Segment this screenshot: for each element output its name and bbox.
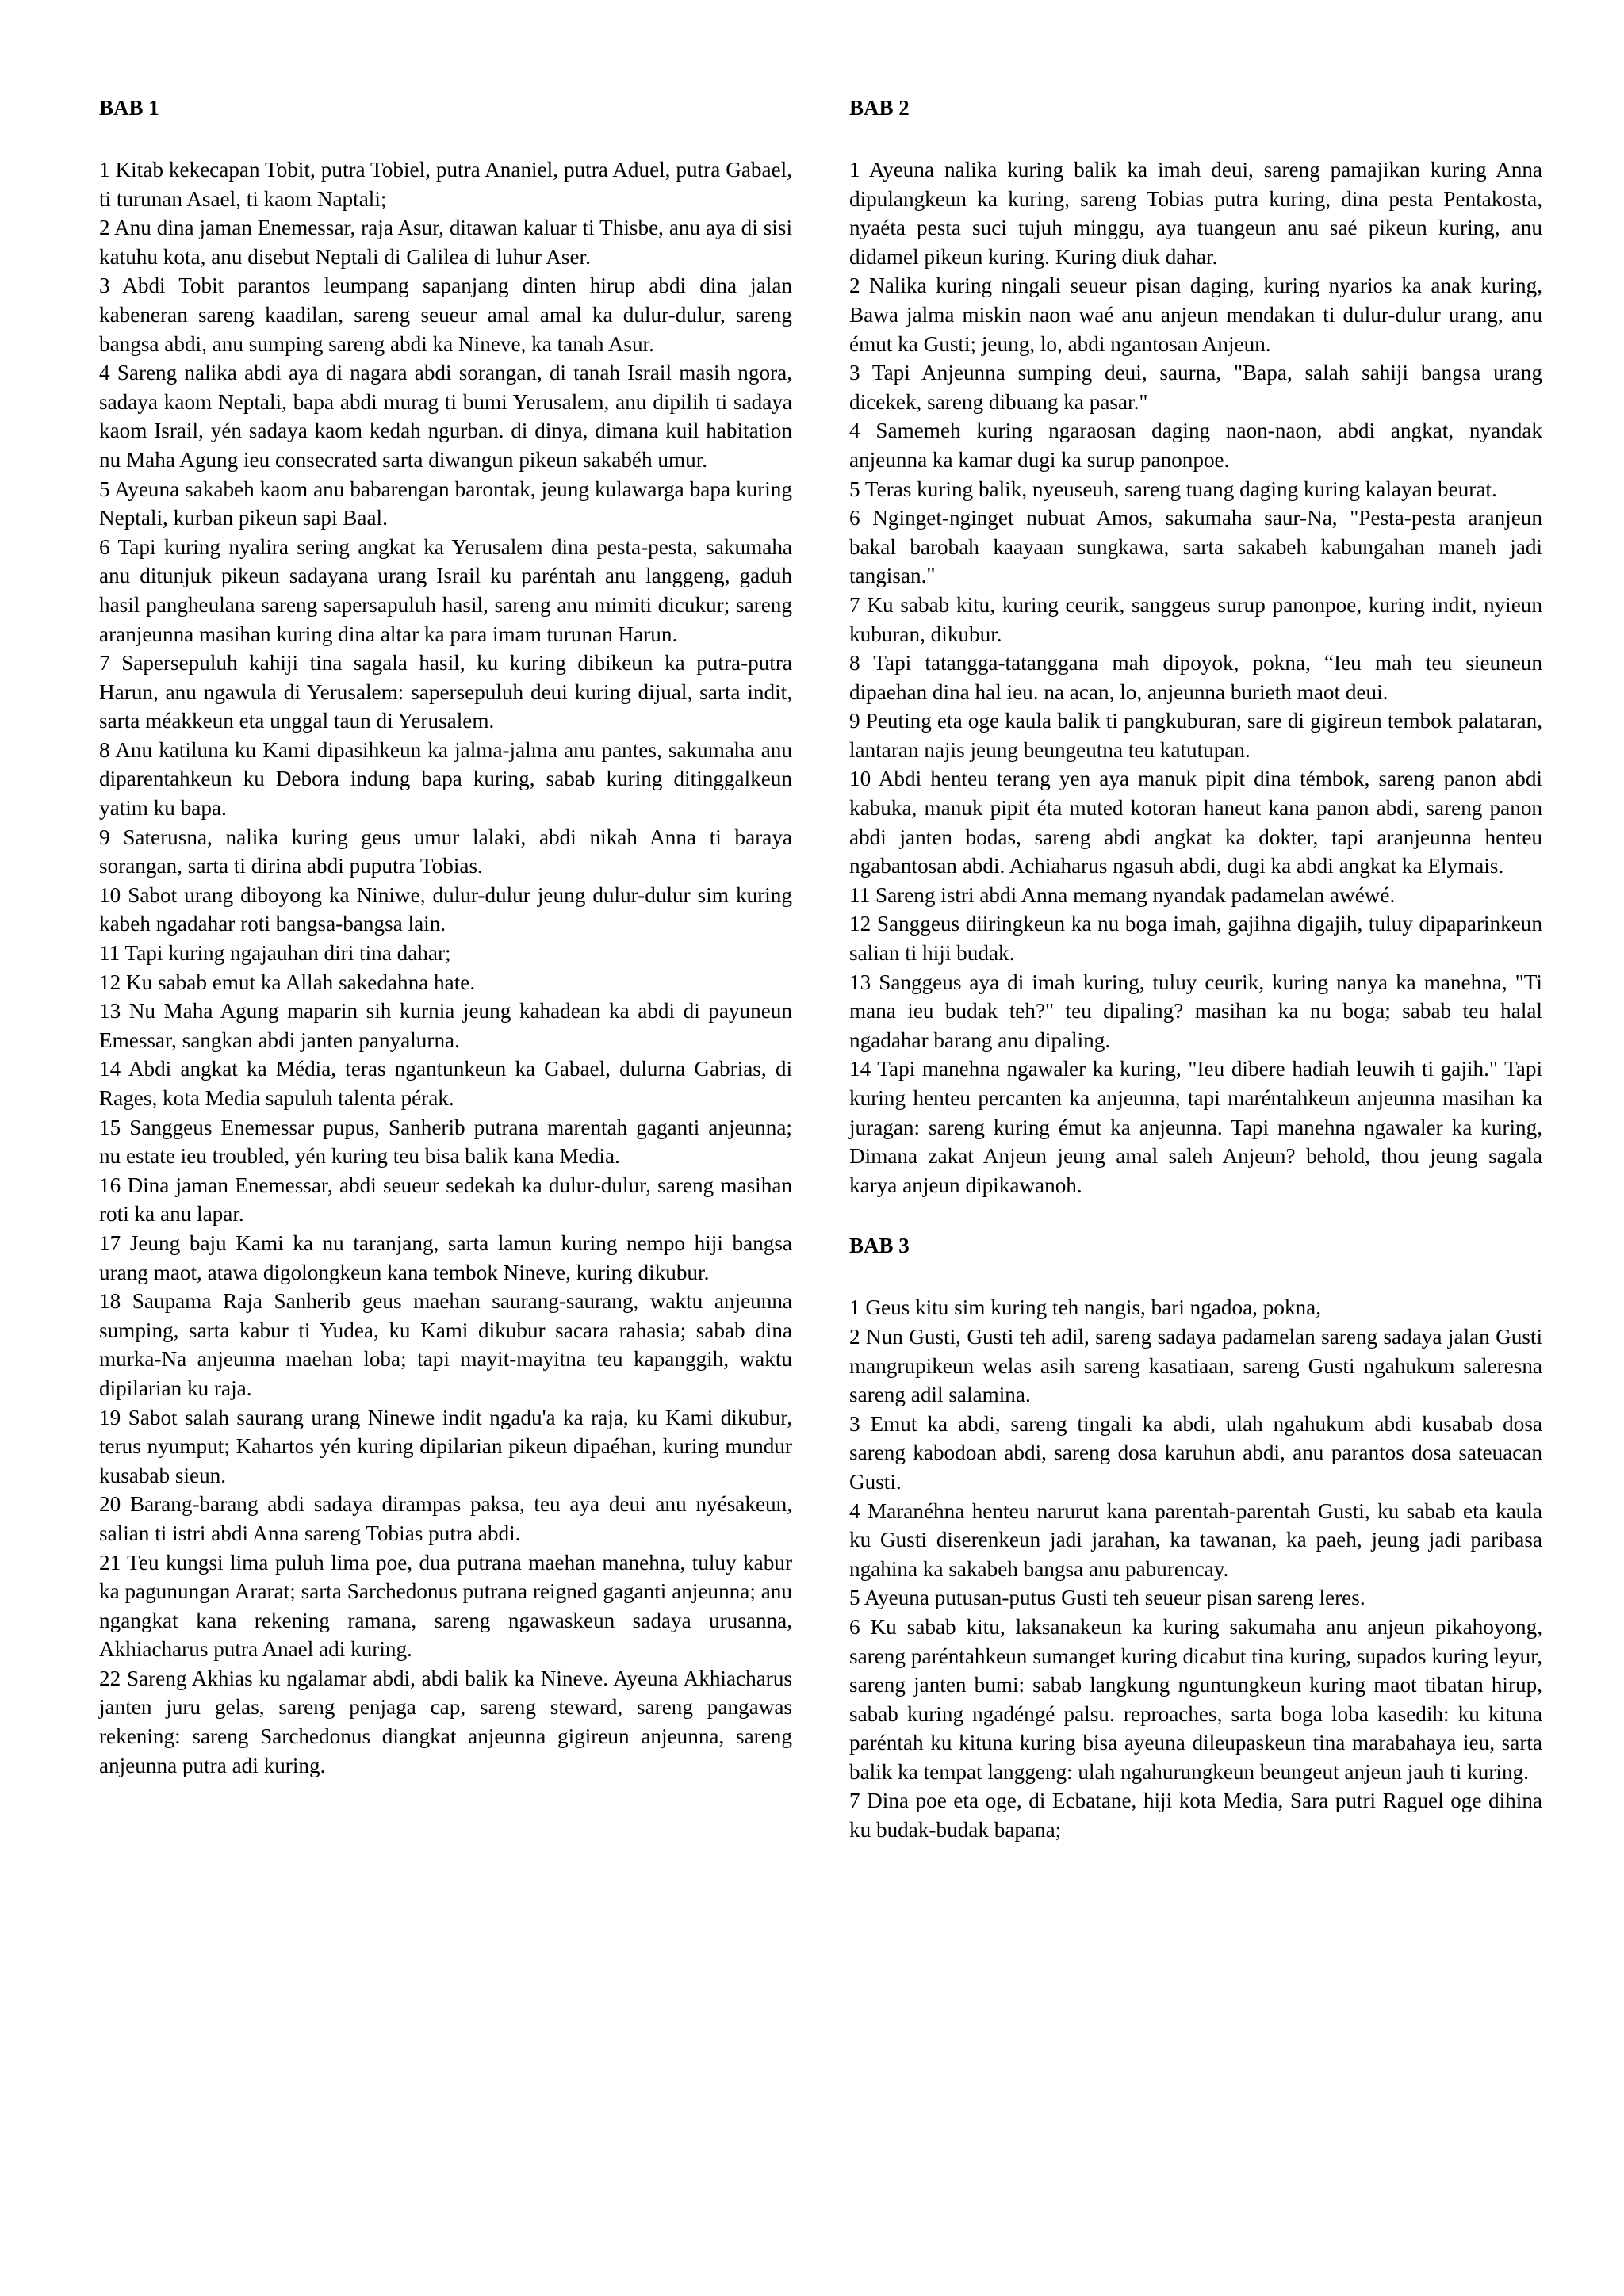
verse-paragraph: 22 Sareng Akhias ku ngalamar abdi, abdi balik ka Nineve. Ayeuna Akhiacharus janten juru gelas, sareng penjaga cap, sareng steward, sareng pangawas rekening: sareng Sarchedonus diangkat anjeunna gigireun anjeunna, sareng anjeunna putra adi kuring. (99, 1666, 792, 1777)
chapter-title: BAB 2 (849, 96, 910, 120)
verse-paragraph: 4 Samemeh kuring ngaraosan daging naon-naon, abdi angkat, nyandak anjeunna ka kamar dugi ka surup panonpoe. (849, 419, 1542, 472)
verse-paragraph: 3 Abdi Tobit parantos leumpang sapanjang dinten hirup abdi dina jalan kabeneran sareng kaadilan, sareng seueur amal amal ka dulur-dulur, sareng bangsa abdi, anu sumping sareng abdi ka Nineve, ka tanah Asur. (99, 274, 792, 356)
verse-paragraph: 20 Barang-barang abdi sadaya dirampas paksa, teu aya deui anu nyésakeun, salian ti istri abdi Anna sareng Tobias putra abdi. (99, 1492, 792, 1545)
verse-paragraph: 7 Dina poe eta oge, di Ecbatane, hiji kota Media, Sara putri Raguel oge dihina ku budak-budak bapana; (849, 1789, 1542, 1843)
verse-paragraph: 2 Nalika kuring ningali seueur pisan daging, kuring nyarios ka anak kuring, Bawa jalma miskin naon waé anu anjeun mendakan ti dulur-dulur urang, anu émut ka Gusti; jeung, lo, abdi ngantosan Anjeun. (849, 274, 1542, 356)
verse-paragraph: 9 Saterusna, nalika kuring geus umur lalaki, abdi nikah Anna ti baraya sorangan, sarta ti dirina abdi puputra Tobias. (99, 825, 792, 878)
verse-paragraph: 5 Ayeuna putusan-putus Gusti teh seueur pisan sareng leres. (849, 1586, 1365, 1610)
right-column (849, 94, 1542, 1877)
verse-paragraph: 5 Ayeuna sakabeh kaom anu babarengan barontak, jeung kulawarga bapa kuring Neptali, kurban pikeun sapi Baal. (99, 476, 792, 530)
verse-paragraph: 6 Nginget-nginget nubuat Amos, sakumaha saur-Na, "Pesta-pesta aranjeun bakal barobah kaayaan sungkawa, sarta sakabeh kabungahan maneh jadi tangisan." (849, 506, 1542, 588)
verse-paragraph: 21 Teu kungsi lima puluh lima poe, dua putrana maehan manehna, tuluy kabur ka pagunungan Ararat; sarta Sarchedonus putrana reigned gaganti anjeunna; anu ngangkat kana rekening ramana, sareng ngawaskeun sadaya urusanna, Akhiacharus putra Anael adi kuring. (99, 1550, 792, 1662)
left-column (99, 94, 792, 1812)
verse-paragraph: 14 Tapi manehna ngawaler ka kuring, "Ieu dibere hadiah leuwih ti gajih." Tapi kuring henteu percanten ka anjeunna, tapi maréntahkeun anjeunna masihan ka juragan: sareng kuring émut ka anjeunna. Tapi manehna ngawaler ka kuring, Dimana zakat Anjeun jeung amal saleh Anjeun? behold, thou jeung sagala karya anjeun dipikawanoh. (849, 1057, 1542, 1197)
verse-paragraph: 17 Jeung baju Kami ka nu taranjang, sarta lamun kuring nempo hiji bangsa urang maot, atawa digolongkeun kana tembok Nineve, kuring dikubur. (99, 1230, 792, 1284)
chapter-title: BAB 3 (849, 1234, 910, 1258)
verse-paragraph: 15 Sanggeus Enemessar pupus, Sanherib putrana marentah gaganti anjeunna; nu estate ieu troubled, yén kuring teu bisa balik kana Media. (99, 1115, 792, 1169)
verse-paragraph: 12 Ku sabab emut ka Allah sakedahna hate. (99, 970, 476, 994)
verse-paragraph: 12 Sanggeus diiringkeun ka nu boga imah, gajihna digajih, tuluy dipaparinkeun salian ti hiji budak. (849, 912, 1542, 966)
verse-paragraph: 3 Tapi Anjeunna sumping deui, saurna, "Bapa, salah sahiji bangsa urang dicekek, sareng dibuang ka pasar." (849, 361, 1542, 414)
verse-paragraph: 14 Abdi angkat ka Média, teras ngantunkeun ka Gabael, dulurna Gabrias, di Rages, kota Media sapuluh talenta pérak. (99, 1057, 792, 1110)
verse-paragraph: 6 Ku sabab kitu, laksanakeun ka kuring sakumaha anu anjeun pikahoyong, sareng paréntahkeun sumanget kuring dicabut tina kuring, supados kuring leyur, sareng janten bumi: sabab langkung nguntungkeun kuring maot tibatan hirup, sabab kuring ngadéngé palsu. reproaches, sarta boga loba kasedih: ku kituna paréntah ku kituna kuring bisa ayeuna dileupaskeun tina marabahaya ieu, sarta balik ka tempat langgeng: ulah ngahurungkeun beungeut anjeun jauh ti kuring. (849, 1614, 1542, 1784)
verse-paragraph: 5 Teras kuring balik, nyeuseuh, sareng tuang daging kuring kalayan beurat. (849, 476, 1497, 501)
verse-paragraph: 1 Geus kitu sim kuring teh nangis, bari ngadoa, pokna, (849, 1295, 1322, 1320)
verse-paragraph: 8 Anu katiluna ku Kami dipasihkeun ka jalma-jalma anu pantes, sakumaha anu diparentahkeun ku Debora indung bapa kuring, sabab kuring ditinggalkeun yatim ku bapa. (99, 737, 792, 821)
verse-paragraph: 2 Nun Gusti, Gusti teh adil, sareng sadaya padamelan sareng sadaya jalan Gusti mangrupikeun welas asih sareng kasatiaan, sareng Gusti ngahukum saleresna sareng adil salamina. (849, 1324, 1542, 1407)
chapter-section (849, 94, 1542, 1200)
verse-paragraph: 11 Sareng istri abdi Anna memang nyandak padamelan awéwé. (849, 882, 1396, 907)
verse-paragraph: 2 Anu dina jaman Enemessar, raja Asur, ditawan kaluar ti Thisbe, anu aya di sisi katuhu kota, anu disebut Neptali di Galilea di luhur Aser. (99, 216, 792, 269)
verse-paragraph: 7 Ku sabab kitu, kuring ceurik, sanggeus surup panonpoe, kuring indit, nyieun kuburan, dikubur. (849, 592, 1542, 646)
verse-paragraph: 7 Sapersepuluh kahiji tina sagala hasil, ku kuring dibikeun ka putra-putra Harun, anu ngawula di Yerusalem: sapersepuluh deui kuring dijual, sarta indit, sarta méakkeun eta unggal taun di Yerusalem. (99, 651, 792, 733)
verse-paragraph: 11 Tapi kuring ngajauhan diri tina dahar; (99, 941, 451, 966)
verse-paragraph: 16 Dina jaman Enemessar, abdi seueur sedekah ka dulur-dulur, sareng masihan roti ka anu lapar. (99, 1173, 792, 1226)
verse-paragraph: 8 Tapi tatangga-tatanggana mah dipoyok, pokna, “Ieu mah teu sieuneun dipaehan dina hal ieu. na acan, lo, anjeunna burieth maot deui. (849, 651, 1542, 704)
verse-paragraph: 10 Sabot urang diboyong ka Niniwe, dulur-dulur jeung dulur-dulur sim kuring kabeh ngadahar roti bangsa-bangsa lain. (99, 882, 792, 936)
chapter-title: BAB 1 (99, 96, 159, 120)
verse-paragraph: 10 Abdi henteu terang yen aya manuk pipit dina témbok, sareng panon abdi kabuka, manuk pipit éta muted kotoran haneut kana panon abdi, sareng panon abdi janten bodas, sareng abdi angkat ka dokter, tapi aranjeunna henteu ngabantosan abdi. Achiaharus ngasuh abdi, dugi ka abdi angkat ka Elymais. (849, 767, 1542, 878)
verse-paragraph: 13 Sanggeus aya di imah kuring, tuluy ceurik, kuring nanya ka manehna, "Ti mana ieu budak teh?" teu dipaling? masihan ka nu boga; sabab teu halal ngadahar barang anu dipaling. (849, 970, 1542, 1052)
verse-paragraph: 3 Emut ka abdi, sareng tingali ka abdi, ulah ngahukum abdi kusabab dosa sareng kabodoan abdi, sareng dosa karuhun abdi, anu parantos dosa sateuacan Gusti. (849, 1411, 1542, 1494)
verse-paragraph: 18 Saupama Raja Sanherib geus maehan saurang-saurang, waktu anjeunna sumping, sarta kabur ti Yudea, ku Kami dikubur sacara rahasia; sabab dina murka-Na anjeunna maehan loba; tapi mayit-mayitna teu kapanggih, waktu dipilarian ku raja. (99, 1289, 792, 1400)
verse-paragraph: 13 Nu Maha Agung maparin sih kurnia jeung kahadean ka abdi di payuneun Emessar, sangkan abdi janten panyalurna. (99, 999, 792, 1052)
verse-paragraph: 1 Ayeuna nalika kuring balik ka imah deui, sareng pamajikan kuring Anna dipulangkeun ka kuring, sareng Tobias putra kuring, dina pesta Pentakosta, nyaéta pesta suci tujuh minggu, aya tuangeun anu saé pikeun kuring, anu didamel pikeun kuring. Kuring diuk dahar. (849, 158, 1542, 269)
verse-paragraph: 19 Sabot salah saurang urang Ninewe indit ngadu'a ka raja, ku Kami dikubur, terus nyumput; Kahartos yén kuring dipilarian pikeun dipaéhan, kuring mundur kusabab sieun. (99, 1405, 792, 1487)
verse-paragraph: 9 Peuting eta oge kaula balik ti pangkuburan, sare di gigireun tembok palataran, lantaran najis jeung beungeutna teu katutupan. (849, 709, 1542, 762)
verse-paragraph: 4 Maranéhna henteu narurut kana parentah-parentah Gusti, ku sabab eta kaula ku Gusti diserenkeun jadi jarahan, ka tawanan, ka paeh, jeung jadi paribasa ngahina ka sakabeh bangsa anu paburencay. (849, 1498, 1542, 1581)
chapter-section (99, 94, 792, 1780)
chapter-section (849, 1231, 1542, 1844)
verse-paragraph: 6 Tapi kuring nyalira sering angkat ka Yerusalem dina pesta-pesta, sakumaha anu ditunjuk pikeun sadayana urang Israil ku paréntah anu langgeng, gaduh hasil pangheulana sareng sapersapuluh hasil, sareng anu mimiti dicukur; sareng aranjeunna masihan kuring dina altar ka para imam turunan Harun. (99, 534, 792, 646)
verse-paragraph: 4 Sareng nalika abdi aya di nagara abdi sorangan, di tanah Israil masih ngora, sadaya kaom Neptali, bapa abdi murag ti bumi Yerusalem, anu dipilih ti sadaya kaom Israil, yén sadaya kaom kedah ngurban. di dinya, dimana kuil habitation nu Maha Agung ieu consecrated sarta diwangun pikeun sakabéh umur. (99, 361, 792, 472)
verse-paragraph: 1 Kitab kekecapan Tobit, putra Tobiel, putra Ananiel, putra Aduel, putra Gabael, ti turunan Asael, ti kaom Naptali; (99, 158, 792, 211)
